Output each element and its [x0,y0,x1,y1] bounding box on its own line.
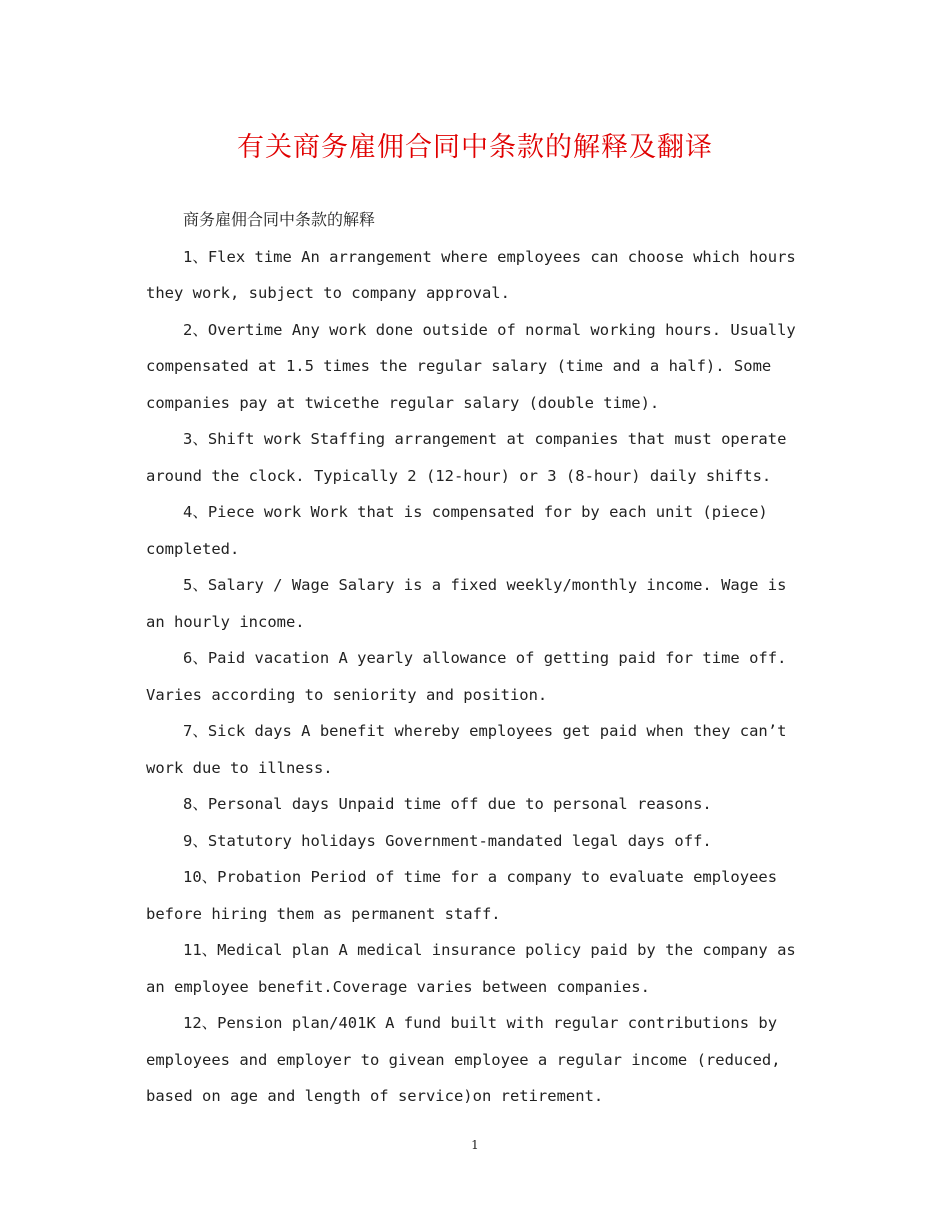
term-shift-work: 3、Shift work Staffing arrangement at companies that must operate around the clock. Typically 2 (12-hour) or 3 (8-hour) daily shifts. [146,430,796,485]
term-overtime: 2、Overtime Any work done outside of normal working hours. Usually compensated at 1.5 times the regular salary (time and a half). Some companies pay at twicethe regular salary (double time). [146,320,806,412]
document-title: 有关商务雇佣合同中条款的解释及翻译 [237,132,713,163]
term-sick-days: 7、Sick days A benefit whereby employees get paid when they can’t work due to illness. [146,722,796,777]
term-personal-days: 8、Personal days Unpaid time off due to personal reasons. [183,795,712,813]
term-salary-wage: 5、Salary / Wage Salary is a fixed weekly/monthly income. Wage is an hourly income. [146,576,796,631]
term-statutory-holidays: 9、Statutory holidays Government-mandated legal days off. [183,831,712,850]
term-medical-plan: 11、Medical plan A medical insurance policy paid by the company as an employee benefit.Coverage varies between companies. [146,941,806,996]
term-paid-vacation: 6、Paid vacation A yearly allowance of getting paid for time off. Varies according to seniority and position. [146,649,796,704]
document-body [146,202,806,1115]
page-number: 1 [471,1138,479,1152]
term-piece-work: 4、Piece work Work that is compensated for by each unit (piece) completed. [146,503,778,558]
section-subheading: 商务雇佣合同中条款的解释 [183,210,376,229]
term-flex-time: 1、Flex time An arrangement where employees can choose which hours they work, subject to company approval. [146,247,806,302]
term-pension-plan: 12、Pension plan/401K A fund built with regular contributions by employees and employer to givean employee a regular income (reduced, based on age and length of service)on retirement. [146,1014,790,1105]
term-probation: 10、Probation Period of time for a company to evaluate employees before hiring them as permanent staff. [146,868,787,923]
